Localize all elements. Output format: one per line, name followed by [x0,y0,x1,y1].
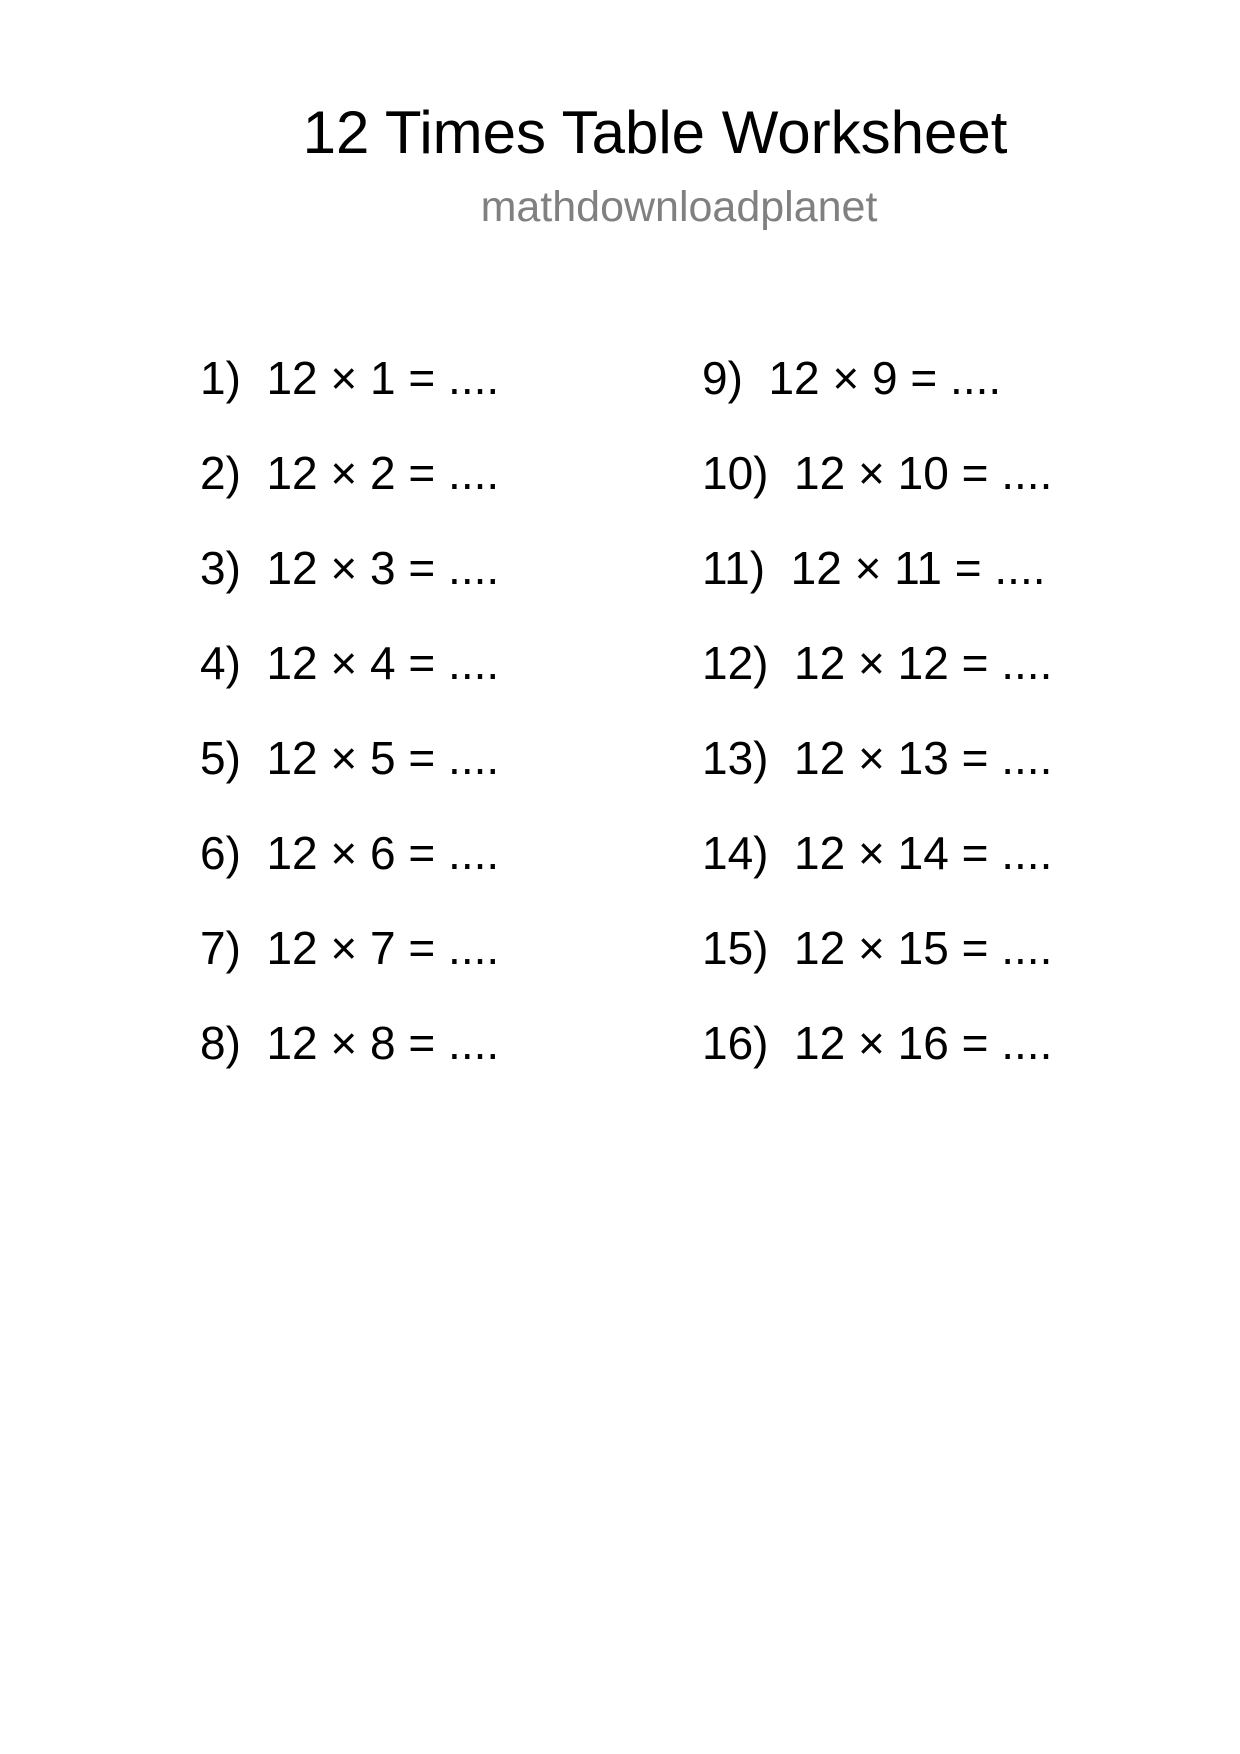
problem-item: 14) 12 × 14 = .... [702,827,1053,879]
problem-item: 7) 12 × 7 = .... [200,922,500,974]
problem-item: 15) 12 × 15 = .... [702,922,1053,974]
problem-item: 8) 12 × 8 = .... [200,1017,500,1069]
problem-item: 4) 12 × 4 = .... [200,637,500,689]
problem-column-left [200,350,499,1110]
problem-item: 5) 12 × 5 = .... [200,732,500,784]
problem-item: 16) 12 × 16 = .... [702,1017,1053,1069]
problem-item: 13) 12 × 13 = .... [702,732,1053,784]
page-subtitle: mathdownloadplanet [480,183,878,231]
problem-item: 9) 12 × 9 = .... [702,352,1002,404]
problem-item: 11) 12 × 11 = .... [702,542,1046,594]
problem-item: 10) 12 × 10 = .... [702,447,1053,499]
problem-item: 1) 12 × 1 = .... [200,352,500,404]
problem-item: 6) 12 × 6 = .... [200,827,500,879]
problem-item: 3) 12 × 3 = .... [200,542,500,594]
page-title: 12 Times Table Worksheet [302,99,1008,166]
problem-column-right [702,350,1052,1110]
problem-item: 2) 12 × 2 = .... [200,447,500,499]
problem-item: 12) 12 × 12 = .... [702,637,1053,689]
